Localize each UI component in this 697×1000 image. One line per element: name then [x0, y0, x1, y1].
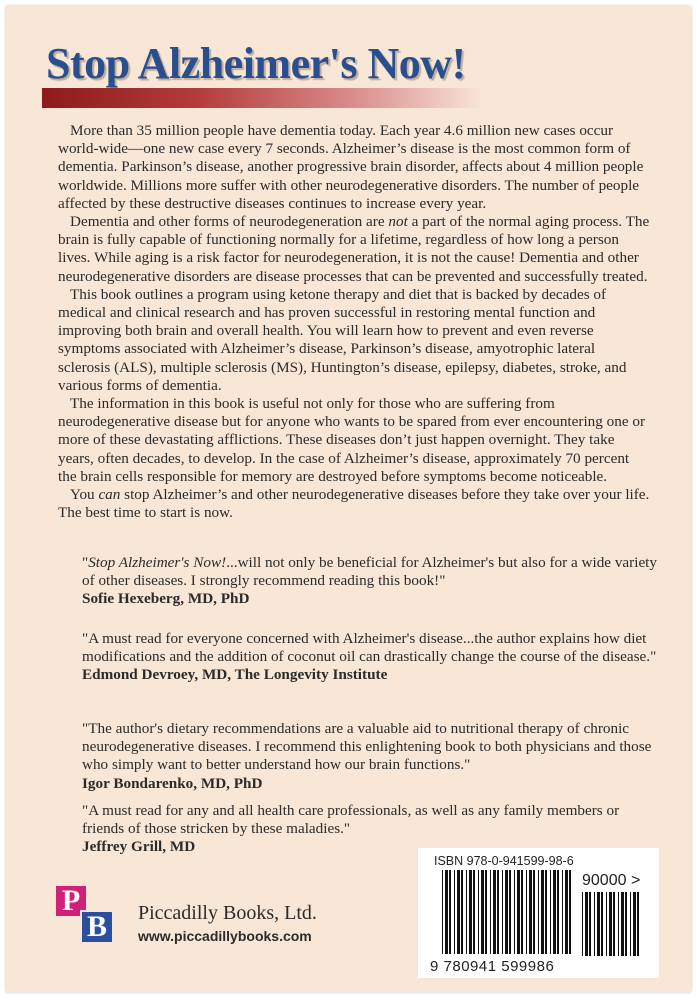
endorsement-quote: [58, 554, 658, 609]
barcode-bar: [485, 870, 487, 954]
barcode-bar: [457, 870, 460, 954]
paragraph-3: This book outlines a program using ketone therapy and diet that is backed by decades of medical and clinical research and has proven successful in restoring mental function and improving both brain and overall health. You will learn how to prevent and even reverse symptoms associated with Alzheimer’s disease, Parkinson’s disease, amyotrophic lateral sclerosis (ALS), multiple sclerosis (MS), Huntington’s disease, epilepsy, diabetes, stroke, and various forms of dementia.: [58, 285, 627, 394]
barcode-bar: [529, 870, 532, 954]
barcode-bar: [521, 870, 523, 954]
barcode-bar: [533, 870, 535, 954]
barcode-bar: [621, 892, 624, 956]
barcode-bar: [481, 870, 484, 954]
barcode-bar: [613, 892, 615, 956]
quote-author: Igor Bondarenko, MD, PhD: [82, 774, 263, 792]
endorsement-quote: [58, 630, 658, 685]
barcode-bar: [445, 870, 448, 954]
barcode-bar: [562, 870, 563, 954]
price-barcode: [582, 892, 644, 960]
barcode-bar: [517, 870, 520, 954]
barcode-bar: [469, 870, 472, 954]
quote-text: "Stop Alzheimer's Now!...will not only be beneficial for Alzheimer's but also for a wide variety of other diseases. I strongly recommend reading this book!": [82, 554, 657, 590]
barcode-bar: [625, 892, 627, 956]
barcode-bar: [594, 892, 595, 956]
barcode-bar: [545, 870, 547, 954]
back-cover: [6, 6, 691, 992]
barcode-bar: [569, 870, 571, 954]
quote-author: Edmond Devroey, MD, The Longevity Institute: [82, 666, 388, 684]
logo-b-letter: B: [80, 910, 114, 944]
barcode-bar: [553, 870, 556, 954]
ean-barcode: [442, 870, 572, 960]
barcode-bar: [493, 870, 496, 954]
page-title: Stop Alzheimer's Now!: [46, 39, 466, 88]
paragraph-4: The information in this book is useful not only for those who are suffering from neurodegenerative disease but for anyone who wants to be spared from ever encountering one or more of these devastating afflictions. These diseases don’t just happen overnight. They take years, often decades, to develop. In the case of Alzheimer’s disease, approximately 70 percent the brain cells responsible for memory are destroyed before symptoms become noticeable.: [58, 395, 646, 485]
quote-text: "A must read for everyone concerned with Alzheimer's disease...the author explains how diet modifications and the addition of coconut oil can drastically change the course of the disease.": [82, 630, 657, 666]
endorsement-quote: [58, 720, 658, 793]
barcode-bar: [505, 870, 508, 954]
barcode-bar: [509, 870, 511, 954]
quote-author: Jeffrey Grill, MD: [82, 838, 196, 856]
barcode-digits: 9 780941 599986: [430, 958, 555, 975]
barcode-bar: [454, 870, 455, 954]
barcode-bar: [473, 870, 475, 954]
barcode-bar: [609, 892, 612, 956]
barcode-panel: [418, 848, 659, 978]
barcode-bar: [449, 870, 451, 954]
barcode-bar: [478, 870, 479, 954]
barcode-bar: [466, 870, 467, 954]
barcode-bar: [497, 870, 499, 954]
barcode-bar: [442, 870, 443, 954]
paragraph-5: You can stop Alzheimer’s and other neurodegenerative diseases before they take over your life. The best time to start is now.: [58, 486, 650, 522]
publisher-logo: [56, 886, 120, 950]
barcode-bar: [514, 870, 515, 954]
barcode-bar: [637, 892, 639, 956]
barcode-bar: [538, 870, 539, 954]
barcode-bar: [633, 892, 636, 956]
barcode-bar: [550, 870, 551, 954]
barcode-bar: [502, 870, 503, 954]
barcode-bar: [490, 870, 491, 954]
paragraph-2: Dementia and other forms of neurodegeneration are not a part of the normal aging process. The brain is fully capable of functioning normally for a lifetime, regardless of how long a person lives. While aging is a risk factor for neurodegeneration, it is not the cause! Dementia and other neurodegenerative disorders are disease processes that can be prevented and successfully treated.: [58, 213, 650, 285]
barcode-bar: [541, 870, 544, 954]
publisher-name: Piccadilly Books, Ltd.: [138, 902, 317, 924]
barcode-bar: [630, 892, 631, 956]
barcode-bar: [606, 892, 607, 956]
barcode-bar: [597, 892, 600, 956]
quote-author: Sofie Hexeberg, MD, PhD: [82, 590, 250, 608]
barcode-bar: [461, 870, 463, 954]
paragraph-1: More than 35 million people have dementia today. Each year 4.6 million new cases occur world-wide—one new case every 7 seconds. Alzheimer’s disease is the most common form of dementia. Parkinson’s disease, another progressive brain disorder, affects about 4 million people worldwide. Millions more suffer with other neurodegenerative disorders. The number of people affected by these destructive diseases continues to increase every year.: [58, 122, 644, 212]
barcode-bar: [589, 892, 591, 956]
barcode-bar: [585, 892, 588, 956]
barcode-bar: [618, 892, 619, 956]
body-text: [58, 122, 650, 522]
barcode-bar: [582, 892, 583, 956]
isbn-text: ISBN 978-0-941599-98-6: [434, 854, 574, 868]
quote-text: "A must read for any and all health care professionals, as well as any family members or friends of those stricken by these maladies.": [82, 802, 620, 838]
barcode-bar: [526, 870, 527, 954]
publisher-url: www.piccadillybooks.com: [138, 928, 312, 944]
title-underline-bar: [42, 88, 482, 108]
quote-text: "The author's dietary recommendations are a valuable aid to nutritional therapy of chronic neurodegenerative diseases. I recommend this enlightening book to both physicians and those who simply want to better understand how our brain functions.": [82, 720, 652, 774]
barcode-bar: [557, 870, 559, 954]
logo-p-letter: P: [56, 886, 86, 916]
barcode-bar: [565, 870, 568, 954]
price-code: 90000 >: [582, 872, 641, 889]
barcode-bar: [601, 892, 603, 956]
